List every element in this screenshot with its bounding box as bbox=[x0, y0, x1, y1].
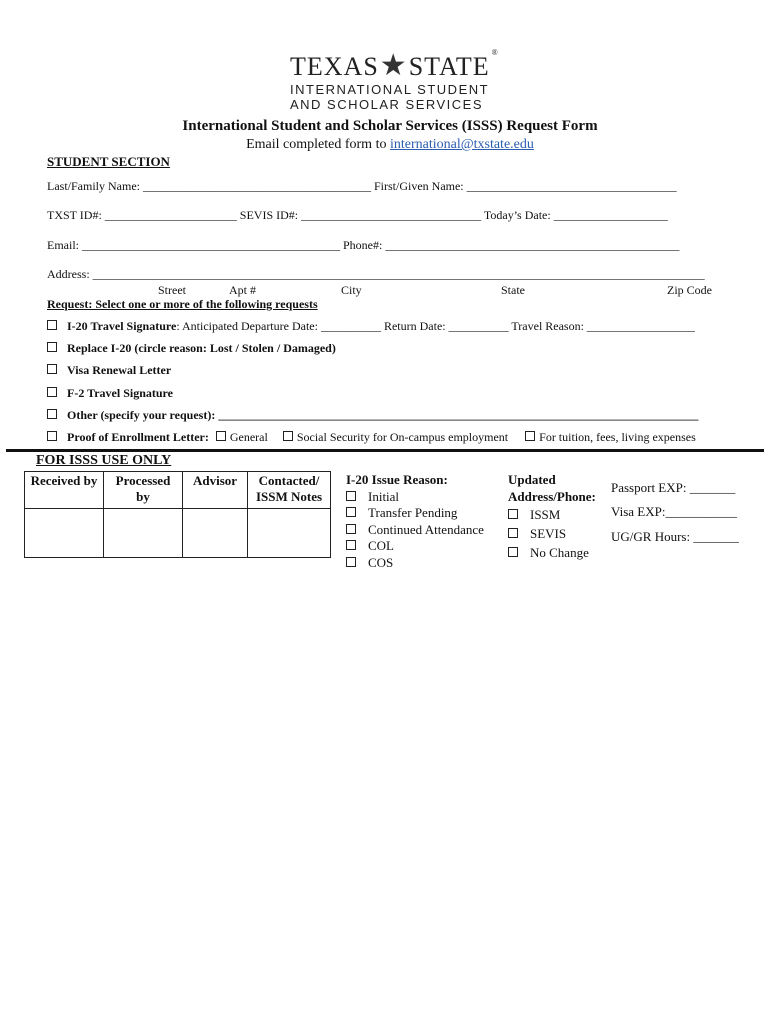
logo-subtitle-line2: AND SCHOLAR SERVICES bbox=[290, 97, 484, 112]
name-fields-row[interactable]: Last/Family Name: ______________________________________ First/Given Name: ___________________________________ bbox=[47, 179, 677, 193]
list-item[interactable] bbox=[346, 505, 484, 522]
request-heading: Request: Select one or more of the following requests bbox=[47, 297, 318, 311]
proof-enrollment-label: Proof of Enrollment Letter: bbox=[67, 430, 209, 444]
cell-received-by[interactable] bbox=[25, 509, 104, 558]
proof-general-checkbox[interactable] bbox=[216, 431, 226, 441]
list-item[interactable] bbox=[346, 522, 484, 539]
replace-i20-label: Replace I-20 (circle reason: Lost / Stolen / Damaged) bbox=[67, 341, 336, 355]
section-divider bbox=[6, 449, 764, 452]
proof-tuition-checkbox[interactable] bbox=[525, 431, 535, 441]
visa-exp-field[interactable]: Visa EXP:___________ bbox=[611, 504, 737, 519]
option-cos: COS bbox=[368, 554, 394, 570]
cell-advisor[interactable] bbox=[183, 509, 248, 558]
logo-text-state: STATE bbox=[408, 52, 490, 81]
col-contacted-notes: Contacted/ ISSM Notes bbox=[248, 472, 331, 509]
student-section-heading: STUDENT SECTION bbox=[47, 154, 170, 169]
request-row-other bbox=[47, 408, 727, 423]
address-label-zip: Zip Code bbox=[667, 283, 712, 297]
id-fields-row[interactable]: TXST ID#: ______________________ SEVIS ID#: ______________________________ Today’s Date: ___________________ bbox=[47, 208, 668, 222]
proof-social-security-checkbox[interactable] bbox=[283, 431, 293, 441]
i20-travel-label: I-20 Travel Signature bbox=[67, 319, 177, 333]
list-item[interactable] bbox=[508, 524, 596, 543]
updated-heading-line2: Address/Phone: bbox=[508, 488, 596, 504]
checkbox[interactable] bbox=[346, 491, 356, 501]
email-instruction bbox=[0, 137, 770, 153]
option-col: COL bbox=[368, 538, 394, 553]
proof-social-security-label: Social Security for On-campus employment bbox=[296, 430, 509, 444]
request-row-f2-travel bbox=[47, 386, 173, 401]
form-title: International Student and Scholar Services (ISSS) Request Form bbox=[182, 118, 598, 134]
col-received-by: Received by bbox=[25, 472, 104, 509]
request-row-i20-travel bbox=[47, 319, 695, 334]
list-item[interactable] bbox=[346, 538, 484, 555]
updated-heading-line1: Updated bbox=[508, 472, 556, 487]
option-sevis: SEVIS bbox=[530, 526, 567, 541]
other-checkbox[interactable] bbox=[47, 409, 57, 419]
table-row bbox=[25, 509, 331, 558]
proof-enrollment-checkbox[interactable] bbox=[47, 431, 57, 441]
i20-travel-checkbox[interactable] bbox=[47, 320, 57, 330]
contact-fields-row[interactable]: Email: ___________________________________________ Phone#: _________________________________________________ bbox=[47, 238, 680, 252]
i20-travel-details[interactable]: : Anticipated Departure Date: __________ Return Date: __________ Travel Reason: __________________ bbox=[176, 319, 695, 333]
checkbox[interactable] bbox=[346, 557, 356, 567]
address-label-state: State bbox=[501, 283, 525, 297]
request-row-proof-enrollment bbox=[47, 430, 696, 445]
col-processed-by: Processed by bbox=[104, 472, 183, 509]
checkbox[interactable] bbox=[508, 528, 518, 538]
proof-tuition-label: For tuition, fees, living expenses bbox=[539, 430, 696, 444]
checkbox[interactable] bbox=[346, 540, 356, 550]
list-item[interactable] bbox=[346, 489, 484, 506]
request-row-visa-renewal bbox=[47, 363, 171, 378]
logo-subtitle-line1: INTERNATIONAL STUDENT bbox=[290, 82, 490, 97]
texas-state-logo bbox=[290, 48, 499, 83]
option-transfer-pending: Transfer Pending bbox=[368, 505, 458, 520]
other-label[interactable]: Other (specify your request): ________________________________________________________________________________ bbox=[67, 408, 699, 422]
registered-mark-icon: ® bbox=[491, 48, 499, 57]
address-label-apt: Apt # bbox=[229, 283, 256, 297]
checkbox[interactable] bbox=[346, 524, 356, 534]
option-initial: Initial bbox=[368, 488, 400, 504]
star-icon: ★ bbox=[379, 49, 408, 82]
isss-use-table bbox=[24, 471, 331, 558]
logo-text-texas: TEXAS bbox=[290, 52, 379, 81]
list-item[interactable] bbox=[508, 505, 596, 524]
passport-exp-field[interactable]: Passport EXP: _______ bbox=[611, 480, 736, 495]
option-issm: ISSM bbox=[530, 507, 561, 522]
ug-gr-hours-field[interactable]: UG/GR Hours: _______ bbox=[611, 529, 739, 544]
i20-issue-reason-block bbox=[346, 472, 484, 571]
checkbox[interactable] bbox=[508, 547, 518, 557]
isss-use-heading: FOR ISSS USE ONLY bbox=[36, 453, 172, 468]
list-item[interactable] bbox=[508, 543, 596, 562]
proof-general-label: General bbox=[229, 430, 268, 444]
replace-i20-checkbox[interactable] bbox=[47, 342, 57, 352]
address-field-row[interactable]: Address: ______________________________________________________________________________________________________ bbox=[47, 267, 705, 281]
visa-renewal-label: Visa Renewal Letter bbox=[67, 363, 172, 377]
address-label-street: Street bbox=[158, 283, 186, 297]
i20-issue-reason-heading: I-20 Issue Reason: bbox=[346, 472, 448, 487]
f2-travel-checkbox[interactable] bbox=[47, 387, 57, 397]
option-no-change: No Change bbox=[530, 545, 589, 560]
f2-travel-label: F-2 Travel Signature bbox=[67, 386, 173, 400]
col-advisor: Advisor bbox=[183, 472, 248, 509]
list-item[interactable] bbox=[346, 555, 484, 572]
address-label-city: City bbox=[341, 283, 362, 297]
request-row-replace-i20 bbox=[47, 341, 336, 356]
checkbox[interactable] bbox=[508, 509, 518, 519]
table-header-row bbox=[25, 472, 331, 509]
option-continued-attendance: Continued Attendance bbox=[368, 521, 484, 537]
updated-address-block bbox=[508, 472, 596, 562]
email-link[interactable]: international@txstate.edu bbox=[389, 137, 534, 152]
visa-renewal-checkbox[interactable] bbox=[47, 364, 57, 374]
checkbox[interactable] bbox=[346, 507, 356, 517]
cell-contacted-notes[interactable] bbox=[248, 509, 331, 558]
email-prefix: Email completed form to bbox=[246, 137, 390, 152]
cell-processed-by[interactable] bbox=[104, 509, 183, 558]
